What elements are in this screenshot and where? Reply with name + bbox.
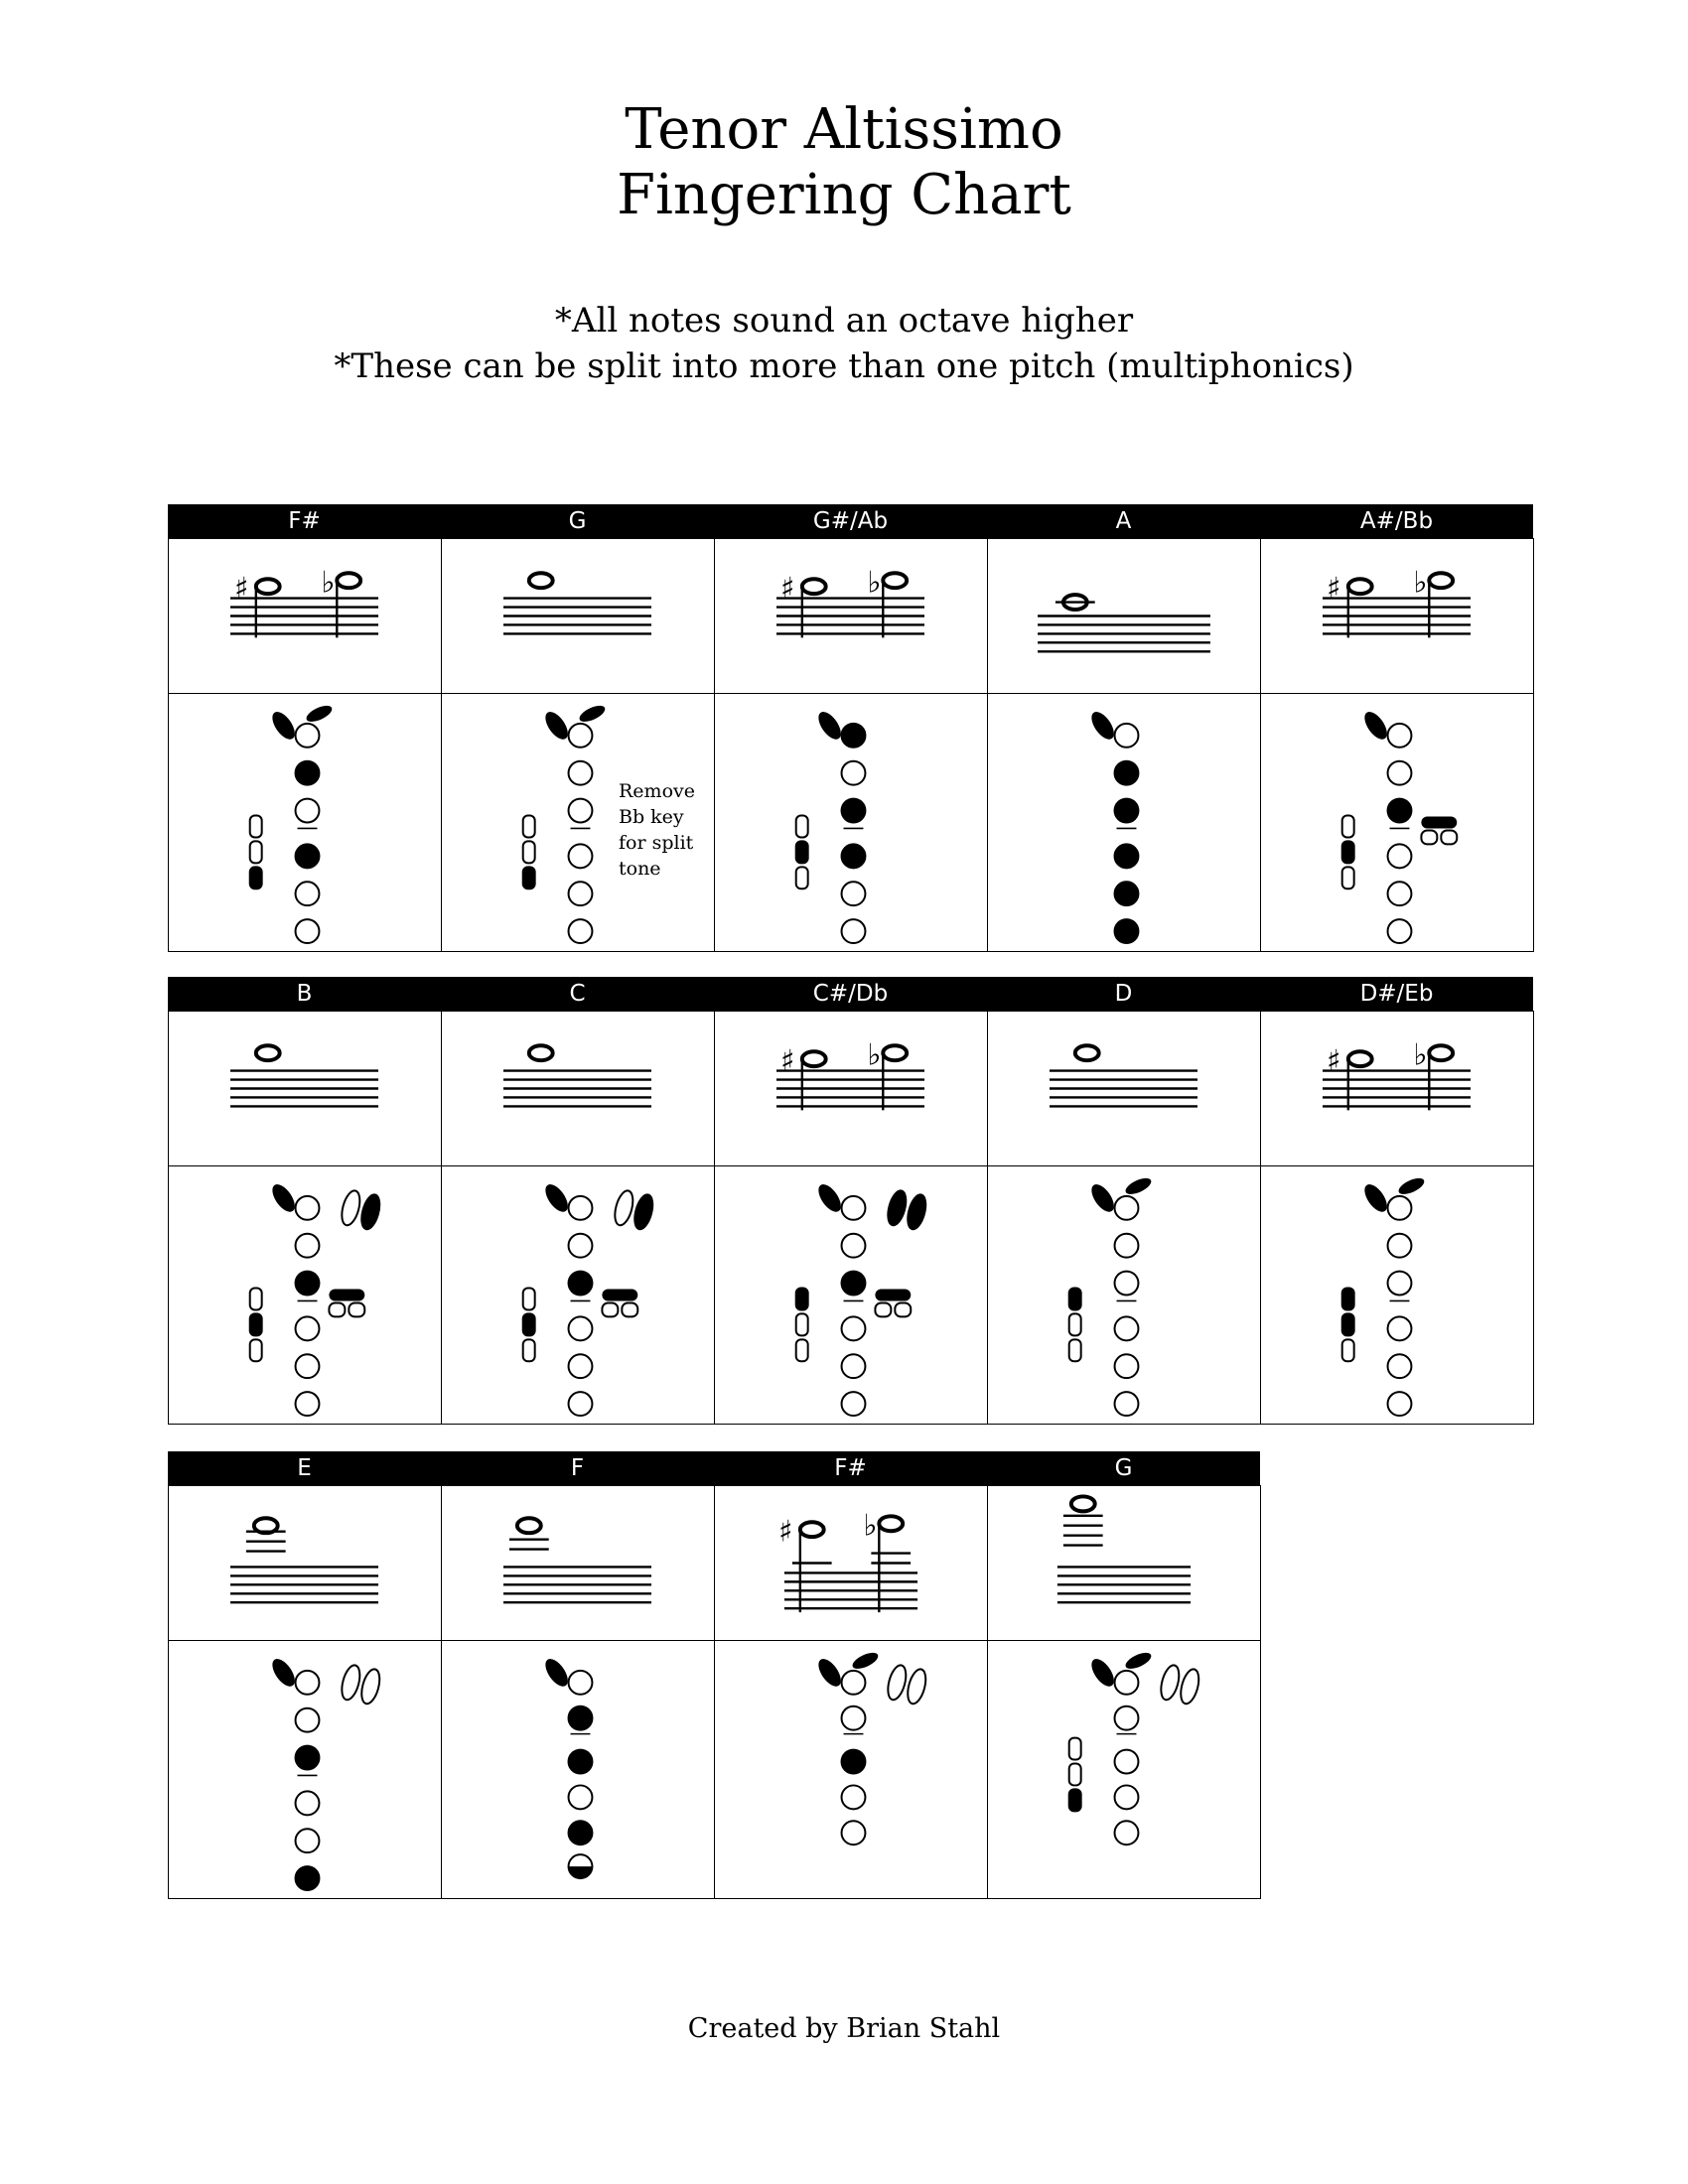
key-2	[1388, 761, 1412, 785]
key-5	[569, 1354, 593, 1378]
fingering-diagram	[442, 1641, 714, 1898]
note-head-flat	[1429, 573, 1453, 588]
note-head	[256, 1045, 280, 1060]
front-f-key	[814, 1180, 845, 1215]
key-5	[296, 1829, 320, 1852]
front-f-key	[541, 1180, 572, 1215]
trill-key-2	[358, 1667, 383, 1706]
note-head-sharp	[800, 1522, 824, 1537]
palm-key	[577, 703, 607, 726]
section-header	[168, 1451, 1260, 1485]
key-1	[842, 1196, 866, 1220]
fingering-cell	[988, 1166, 1261, 1425]
note-name: C#/Db	[812, 981, 889, 1007]
key-6	[296, 1392, 320, 1416]
key-1	[296, 1671, 320, 1695]
key-1	[1388, 1196, 1412, 1220]
key-3	[569, 1272, 593, 1296]
side-key-3	[1342, 1339, 1354, 1361]
side-key-2	[796, 1313, 808, 1335]
key-4	[296, 844, 320, 868]
key-4	[1115, 1785, 1139, 1809]
cluster-key-top	[875, 1290, 911, 1301]
fingering-diagram	[988, 1641, 1260, 1898]
key-2	[842, 1234, 866, 1258]
key-4	[1388, 844, 1412, 868]
note-head	[1071, 1496, 1095, 1511]
note-head-sharp	[1348, 579, 1372, 594]
side-key-3	[796, 1339, 808, 1361]
key-4	[842, 844, 866, 868]
chart-notes	[0, 298, 1688, 389]
front-f-key	[268, 1655, 299, 1690]
front-f-key	[814, 708, 845, 743]
key-3	[296, 1272, 320, 1296]
staff-notation	[988, 1012, 1260, 1165]
title-line-1: Tenor Altissimo	[625, 97, 1063, 162]
staff-cell	[169, 1486, 442, 1641]
sharp-sign: ♯	[1326, 571, 1341, 607]
trill-key-2	[905, 1667, 929, 1706]
key-2	[1115, 1706, 1139, 1730]
fingering-diagram	[1261, 694, 1533, 951]
fingering-cell	[169, 1166, 442, 1425]
flat-sign: ♭	[867, 1037, 882, 1073]
note-name: A#/Bb	[1359, 508, 1434, 534]
key-1	[569, 1196, 593, 1220]
note-name: F#	[834, 1455, 867, 1481]
front-f-key	[268, 708, 299, 743]
trill-key-2	[358, 1192, 383, 1231]
key-5	[842, 1821, 866, 1844]
key-2	[1115, 1234, 1139, 1258]
section-grid	[168, 1011, 1534, 1425]
chart-section	[168, 504, 1534, 952]
key-3	[842, 799, 866, 823]
staff-cell	[169, 539, 442, 694]
palm-key	[850, 1650, 880, 1673]
fingering-cell	[169, 1641, 442, 1899]
cluster-key-left	[602, 1302, 618, 1316]
note-name: G#/Ab	[812, 508, 889, 534]
note-name: F#	[288, 508, 321, 534]
side-key-1	[1069, 1738, 1081, 1760]
key-3	[1115, 1272, 1139, 1296]
trill-key-2	[632, 1192, 656, 1231]
side-key-3	[523, 867, 535, 888]
staff-notation	[988, 539, 1260, 693]
key-3	[1388, 1272, 1412, 1296]
note-name: F	[570, 1455, 585, 1481]
note-head	[529, 1045, 553, 1060]
low-key-half	[569, 1866, 593, 1878]
front-f-key	[541, 708, 572, 743]
staff-cell	[715, 1486, 988, 1641]
key-6	[569, 1392, 593, 1416]
key-6	[1388, 1392, 1412, 1416]
key-6	[842, 1392, 866, 1416]
fingering-cell	[442, 1166, 715, 1425]
note-head-sharp	[256, 579, 280, 594]
side-key-2	[1069, 1313, 1081, 1335]
key-3	[1115, 1750, 1139, 1774]
key-5	[1115, 1354, 1139, 1378]
key-3	[296, 799, 320, 823]
note-head-sharp	[802, 579, 826, 594]
key-6	[1115, 919, 1139, 943]
page-title	[0, 97, 1688, 228]
key-5	[842, 1354, 866, 1378]
note-name: D#/Eb	[1359, 981, 1434, 1007]
cluster-key-left	[329, 1302, 345, 1316]
note-name: C	[569, 981, 586, 1007]
fingering-cell	[1261, 1166, 1534, 1425]
flat-sign: ♭	[321, 565, 336, 601]
key-5	[569, 882, 593, 905]
staff-cell	[1261, 1012, 1534, 1166]
fingering-cell	[715, 1641, 988, 1899]
sharp-sign: ♯	[777, 1514, 793, 1550]
key-4	[569, 844, 593, 868]
staff-cell	[715, 539, 988, 694]
note-head	[1075, 1045, 1099, 1060]
key-4	[1388, 1316, 1412, 1340]
side-key-1	[523, 816, 535, 838]
fingering-diagram	[169, 1166, 441, 1424]
note-head-sharp	[1348, 1051, 1372, 1066]
note-head-flat	[883, 573, 907, 588]
sharp-sign: ♯	[233, 571, 249, 607]
fingering-remark: Remove Bb key for split tone	[619, 780, 695, 880]
key-5	[1388, 882, 1412, 905]
fingering-cell	[1261, 694, 1534, 952]
fingering-diagram	[715, 1641, 987, 1898]
side-key-1	[796, 1289, 808, 1310]
front-f-key	[268, 1180, 299, 1215]
chart-section	[168, 1451, 1261, 1899]
trill-key-2	[905, 1192, 929, 1231]
key-1	[1388, 724, 1412, 748]
key-2	[569, 1234, 593, 1258]
cluster-key-top	[329, 1290, 364, 1301]
key-4	[842, 1316, 866, 1340]
title-line-2: Fingering Chart	[617, 163, 1071, 227]
key-2	[842, 1706, 866, 1730]
trill-key-1	[885, 1188, 910, 1227]
key-1	[569, 1671, 593, 1695]
key-3	[569, 1750, 593, 1774]
note-head	[517, 1518, 541, 1533]
side-key-1	[1342, 1289, 1354, 1310]
trill-key-1	[339, 1663, 363, 1702]
fingering-diagram	[715, 1166, 987, 1424]
note-head	[529, 573, 553, 588]
side-key-3	[1069, 1789, 1081, 1811]
fingering-cell	[442, 1641, 715, 1899]
staff-notation	[169, 1486, 441, 1640]
trill-key-2	[1178, 1667, 1202, 1706]
note-name: G	[1114, 1455, 1133, 1481]
note-multiphonics: *These can be split into more than one pitch (multiphonics)	[334, 346, 1354, 386]
side-key-2	[250, 1313, 262, 1335]
front-f-key	[1360, 708, 1391, 743]
section-header	[168, 504, 1533, 538]
fingering-cell	[442, 694, 715, 952]
staff-cell	[169, 1012, 442, 1166]
fingering-diagram	[169, 694, 441, 951]
fingering-diagram	[988, 1166, 1260, 1424]
fingering-diagram	[169, 1641, 441, 1898]
side-key-2	[1342, 841, 1354, 863]
fingering-cell	[715, 1166, 988, 1425]
note-name: E	[297, 1455, 312, 1481]
side-key-3	[250, 1339, 262, 1361]
staff-cell	[988, 539, 1261, 694]
trill-key-1	[612, 1188, 636, 1227]
note-head-flat	[883, 1045, 907, 1060]
palm-key	[1396, 1175, 1426, 1198]
palm-key	[1123, 1650, 1153, 1673]
side-key-2	[796, 841, 808, 863]
key-5	[1115, 882, 1139, 905]
staff-notation	[169, 1012, 441, 1165]
note-head-flat	[1429, 1045, 1453, 1060]
palm-key	[304, 703, 334, 726]
fingering-diagram	[1261, 1166, 1533, 1424]
key-4	[842, 1785, 866, 1809]
side-key-3	[1342, 867, 1354, 888]
key-5	[296, 1354, 320, 1378]
key-2	[1388, 1234, 1412, 1258]
key-3	[296, 1746, 320, 1770]
key-3	[1115, 799, 1139, 823]
key-4	[296, 1316, 320, 1340]
staff-notation	[1261, 1012, 1533, 1165]
staff-notation	[442, 539, 714, 693]
section-grid	[168, 538, 1534, 952]
key-1	[1115, 1671, 1139, 1695]
key-1	[569, 724, 593, 748]
staff-notation	[715, 539, 987, 693]
flat-sign: ♭	[1413, 1037, 1428, 1073]
key-1	[842, 1671, 866, 1695]
key-3	[842, 1272, 866, 1296]
key-2	[296, 761, 320, 785]
key-5	[296, 882, 320, 905]
key-6	[296, 919, 320, 943]
note-name: G	[568, 508, 587, 534]
cluster-key-right	[349, 1302, 364, 1316]
sharp-sign: ♯	[779, 571, 795, 607]
staff-cell	[715, 1012, 988, 1166]
key-3	[842, 1750, 866, 1774]
staff-cell	[442, 1486, 715, 1641]
side-key-2	[250, 841, 262, 863]
staff-notation	[715, 1012, 987, 1165]
key-4	[1115, 844, 1139, 868]
flat-sign: ♭	[1413, 565, 1428, 601]
cluster-key-top	[1421, 817, 1457, 829]
trill-key-1	[1158, 1663, 1183, 1702]
side-key-1	[250, 816, 262, 838]
staff-cell	[1261, 539, 1534, 694]
key-6	[1115, 1392, 1139, 1416]
side-key-1	[1069, 1289, 1081, 1310]
side-key-3	[250, 867, 262, 888]
chart-section	[168, 977, 1534, 1425]
staff-notation	[442, 1486, 714, 1640]
staff-notation	[1261, 539, 1533, 693]
staff-notation	[169, 539, 441, 693]
key-1	[1115, 724, 1139, 748]
side-key-2	[1342, 1313, 1354, 1335]
staff-notation	[442, 1012, 714, 1165]
key-2	[569, 761, 593, 785]
side-key-2	[1069, 1764, 1081, 1786]
staff-notation	[715, 1486, 987, 1640]
cluster-key-left	[1421, 830, 1437, 844]
key-2	[569, 1706, 593, 1730]
note-head-flat	[879, 1516, 903, 1531]
fingering-diagram	[715, 694, 987, 951]
key-3	[569, 799, 593, 823]
section-header	[168, 977, 1533, 1011]
key-4	[296, 1791, 320, 1815]
staff-cell	[442, 1012, 715, 1166]
key-2	[842, 761, 866, 785]
fingering-diagram	[442, 1166, 714, 1424]
front-f-key	[1360, 1180, 1391, 1215]
flat-sign: ♭	[863, 1508, 878, 1544]
palm-key	[1123, 1175, 1153, 1198]
fingering-cell	[169, 694, 442, 952]
key-1	[1115, 1196, 1139, 1220]
key-6	[569, 919, 593, 943]
staff-cell	[442, 539, 715, 694]
front-f-key	[1087, 1180, 1118, 1215]
key-5	[1388, 1354, 1412, 1378]
front-f-key	[1087, 1655, 1118, 1690]
key-4	[569, 1316, 593, 1340]
key-1	[296, 1196, 320, 1220]
key-5	[569, 1821, 593, 1844]
sharp-sign: ♯	[1326, 1043, 1341, 1079]
front-f-key	[814, 1655, 845, 1690]
staff-cell	[988, 1012, 1261, 1166]
side-key-3	[796, 867, 808, 888]
side-key-3	[523, 1339, 535, 1361]
key-3	[1388, 799, 1412, 823]
cluster-key-top	[602, 1290, 637, 1301]
side-key-2	[523, 1313, 535, 1335]
trill-key-1	[339, 1188, 363, 1227]
front-f-key	[541, 1655, 572, 1690]
note-octave: *All notes sound an octave higher	[554, 301, 1134, 341]
key-2	[296, 1708, 320, 1732]
key-2	[296, 1234, 320, 1258]
trill-key-1	[885, 1663, 910, 1702]
key-5	[1115, 1821, 1139, 1844]
side-key-3	[1069, 1339, 1081, 1361]
fingering-cell	[988, 694, 1261, 952]
note-name: A	[1115, 508, 1132, 534]
cluster-key-left	[875, 1302, 891, 1316]
sharp-sign: ♯	[779, 1043, 795, 1079]
note-name: B	[296, 981, 313, 1007]
side-key-1	[796, 816, 808, 838]
fingering-cell	[715, 694, 988, 952]
side-key-1	[1342, 816, 1354, 838]
cluster-key-right	[895, 1302, 911, 1316]
key-6	[1388, 919, 1412, 943]
side-key-1	[523, 1289, 535, 1310]
note-head-sharp	[802, 1051, 826, 1066]
cluster-key-right	[1441, 830, 1457, 844]
key-4	[569, 1785, 593, 1809]
note-head-flat	[337, 573, 360, 588]
flat-sign: ♭	[867, 565, 882, 601]
side-key-2	[523, 841, 535, 863]
staff-notation	[988, 1486, 1260, 1640]
key-1	[296, 724, 320, 748]
key-6	[296, 1866, 320, 1890]
side-key-1	[250, 1289, 262, 1310]
key-5	[842, 882, 866, 905]
front-f-key	[1087, 708, 1118, 743]
section-grid	[168, 1485, 1261, 1899]
credit-line: Created by Brian Stahl	[687, 2013, 1001, 2044]
cluster-key-right	[622, 1302, 637, 1316]
key-6	[842, 919, 866, 943]
note-name: D	[1114, 981, 1133, 1007]
fingering-cell	[988, 1641, 1261, 1899]
fingering-diagram	[988, 694, 1260, 951]
key-2	[1115, 761, 1139, 785]
staff-cell	[988, 1486, 1261, 1641]
key-1	[842, 724, 866, 748]
key-4	[1115, 1316, 1139, 1340]
